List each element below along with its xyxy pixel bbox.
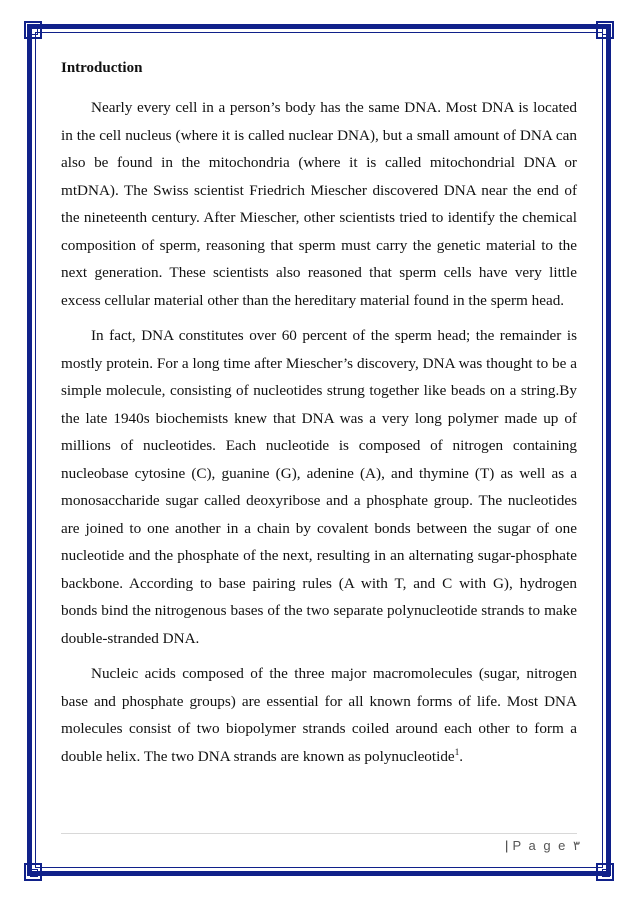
footer-separator: | <box>505 838 509 853</box>
paragraph-text: Nucleic acids composed of the three major macromolecules (sugar, nitrogen base and phosphate groups) are essential for all known forms of life. Most DNA molecules consist of two biopolymer strands coiled around each other to form a double helix. The two DNA strands are known as polynucleotide <box>61 665 577 765</box>
section-heading: Introduction <box>61 60 143 76</box>
footnote-reference[interactable]: 1 <box>454 746 460 757</box>
page-number: P a g e ٣ <box>512 838 580 853</box>
paragraph: In fact, DNA constitutes over 60 percent of the sperm head; the remainder is mostly protein. For a long time after Miescher’s discovery, DNA was thought to be a simple molecule, consisting of nucleotides strung together like beads on a string.By the late 1940s biochemists knew that DNA was a very long polymer made up of millions of nucleotides. Each nucleotide is composed of nitrogen containing nucleobase cytosine (C), guanine (G), adenine (A), and thymine (T) as well as a monosaccharide sugar called deoxyribose and a phosphate group. The nucleotides are joined to one another in a chain by covalent bonds between the sugar of one nucleotide and the phosphate of the next, resulting in an alternating sugar-phosphate backbone. According to base pairing rules (A with T, and C with G), hydrogen bonds bind the nitrogenous bases of the two separate polynucleotide strands to make double-stranded DNA. <box>61 327 577 647</box>
border-corner-ornament <box>24 21 42 39</box>
paragraph: Nearly every cell in a person’s body has the same DNA. Most DNA is located in the cell nucleus (where it is called nuclear DNA), but a small amount of DNA can also be found in the mitochondria (where it is called mitochondrial DNA or mtDNA). The Swiss scientist Friedrich Miescher discovered DNA near the end of the nineteenth century. After Miescher, other scientists tried to identify the chemical composition of sperm, reasoning that sperm must carry the genetic material to the next generation. These scientists also reasoned that sperm cells have very little excess cellular material other than the hereditary material found in the sperm head. <box>61 99 577 309</box>
document-body <box>61 58 577 778</box>
border-corner-ornament <box>596 21 614 39</box>
footer-rule <box>61 833 577 834</box>
paragraph <box>61 660 577 770</box>
border-corner-ornament <box>24 863 42 881</box>
paragraph-end: . <box>459 747 463 765</box>
border-corner-ornament <box>596 863 614 881</box>
page-footer <box>505 838 580 854</box>
